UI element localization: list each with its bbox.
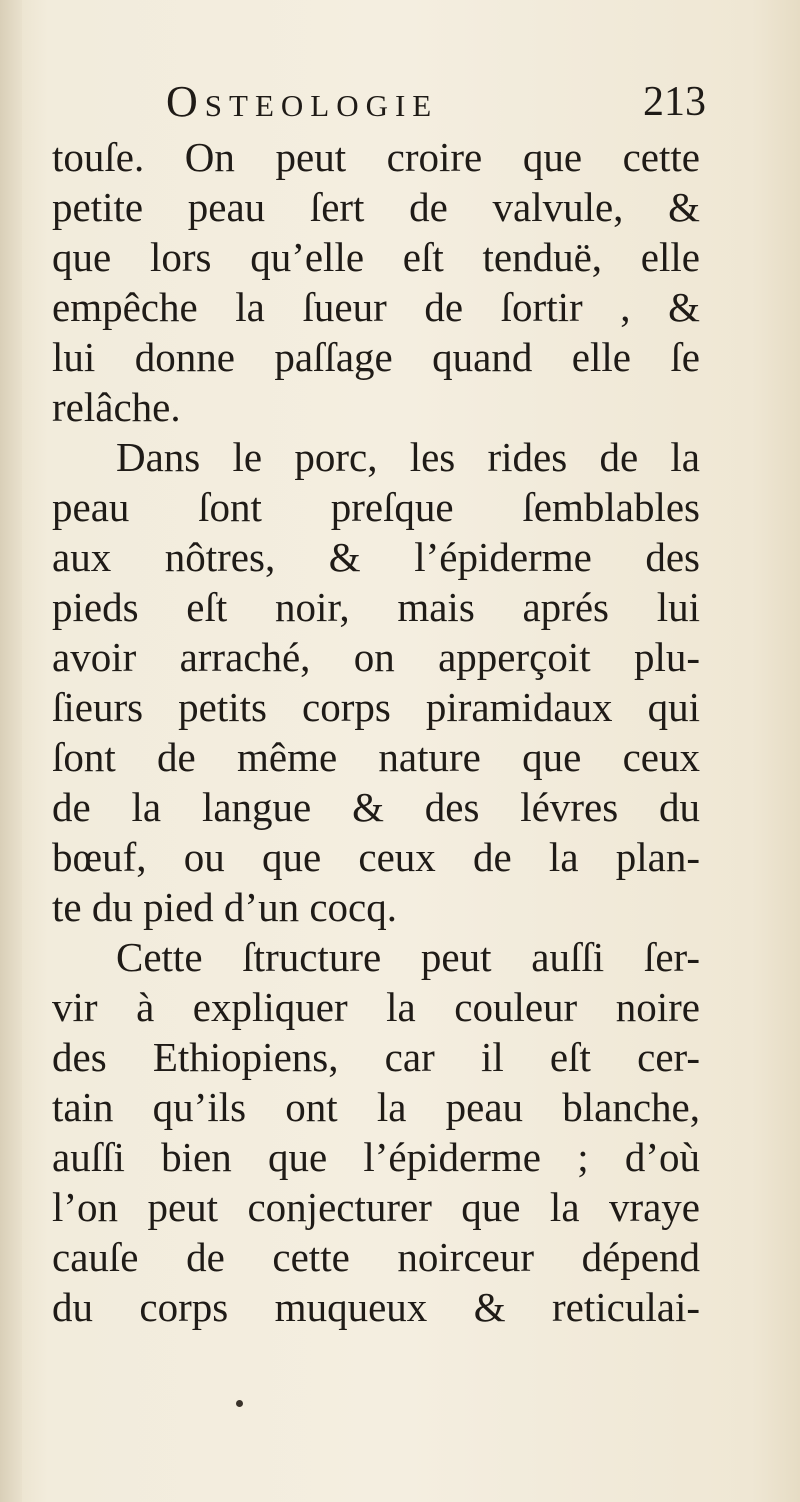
page-number: 213 bbox=[643, 79, 706, 125]
text-line: lui donne paſſage quand elle ſe bbox=[52, 334, 700, 380]
text-line: bœuf, ou que ceux de la plan- bbox=[52, 834, 700, 880]
text-line: te du pied d’un cocq. bbox=[52, 884, 397, 930]
ink-dot-mark bbox=[236, 1400, 243, 1407]
text-line: auſſi bien que l’épiderme ; d’où bbox=[52, 1134, 700, 1180]
text-line: que lors qu’elle eſt tenduë, elle bbox=[52, 234, 700, 280]
text-line: vir à expliquer la couleur noire bbox=[52, 984, 700, 1030]
paragraph-start-line: Cette ſtructure peut auſſi ſer- bbox=[116, 934, 700, 980]
text-line: de la langue & des lévres du bbox=[52, 784, 700, 830]
text-line: avoir arraché, on apperçoit plu- bbox=[52, 634, 700, 680]
running-head bbox=[166, 72, 726, 132]
text-line: peau ſont preſque ſemblables bbox=[52, 484, 700, 530]
text-line: des Ethiopiens, car il eſt cer- bbox=[52, 1034, 700, 1080]
text-line: empêche la ſueur de ſortir , & bbox=[52, 284, 700, 330]
text-line: petite peau ſert de valvule, & bbox=[52, 184, 700, 230]
text-line: aux nôtres, & l’épiderme des bbox=[52, 534, 700, 580]
text-line: tain qu’ils ont la peau blanche, bbox=[52, 1084, 700, 1130]
text-line: touſe. On peut croire que cette bbox=[52, 134, 700, 180]
page-gutter bbox=[0, 0, 22, 1502]
body-text bbox=[52, 132, 700, 1332]
text-line: du corps muqueux & reticulai- bbox=[52, 1284, 700, 1330]
text-line: ſieurs petits corps piramidaux qui bbox=[52, 684, 700, 730]
text-line: cauſe de cette noirceur dépend bbox=[52, 1234, 700, 1280]
text-line: relâche. bbox=[52, 384, 181, 430]
text-line: l’on peut conjecturer que la vraye bbox=[52, 1184, 700, 1230]
text-line: pieds eſt noir, mais aprés lui bbox=[52, 584, 700, 630]
text-line: ſont de même nature que ceux bbox=[52, 734, 700, 780]
paragraph-start-line: Dans le porc, les rides de la bbox=[116, 434, 700, 480]
running-head-title: Osteologie bbox=[166, 77, 439, 126]
